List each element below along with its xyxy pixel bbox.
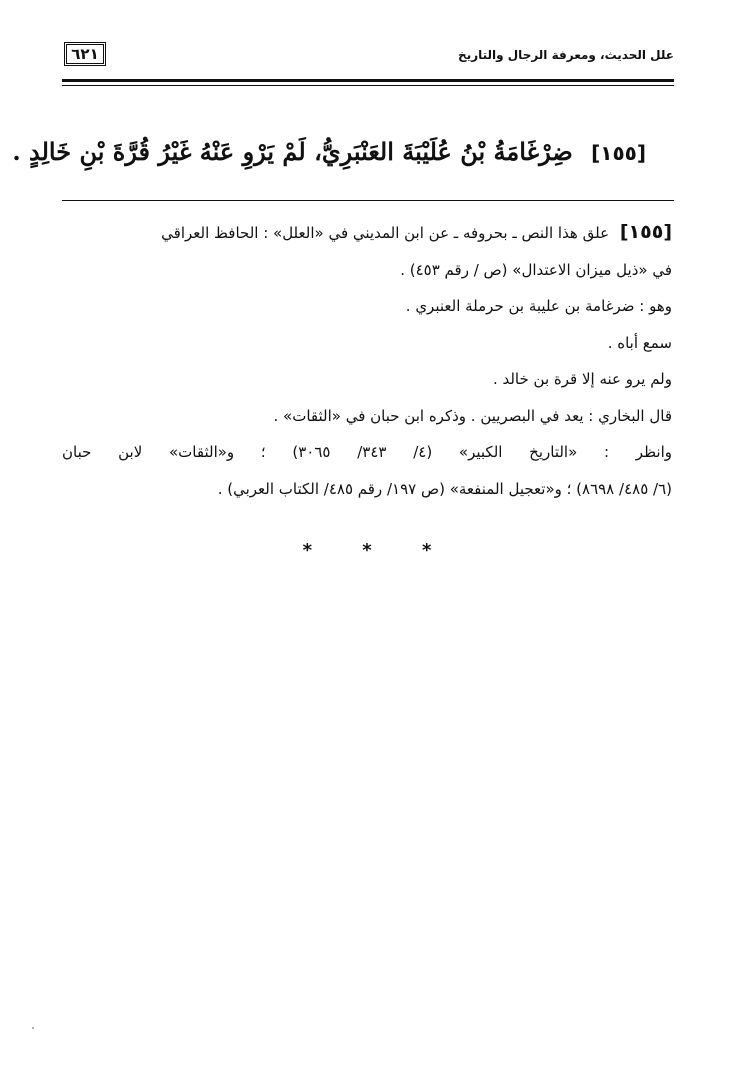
commentary xyxy=(62,214,672,507)
commentary-number: [١٥٥] xyxy=(619,221,672,243)
entry-divider xyxy=(62,200,674,201)
header-rule-thick xyxy=(62,79,674,82)
commentary-line-5: ولم يرو عنه إلا قرة بن خالد . xyxy=(492,370,672,388)
commentary-line-1 xyxy=(62,214,672,252)
commentary-line-3: وهو : ضرغامة بن عليبة بن حرملة العنبري . xyxy=(405,297,672,315)
main-entry xyxy=(12,130,646,175)
page-number: ٦٢١ xyxy=(64,42,106,66)
commentary-line-4: سمع أباه . xyxy=(607,333,672,352)
header-rule-thin xyxy=(62,85,674,86)
page-header xyxy=(62,40,674,76)
commentary-line-1-text: علق هذا النص ـ بحروفه ـ عن ابن المديني في «العلل» : الحافظ العراقي xyxy=(161,224,610,242)
section-end-mark: * * * xyxy=(302,540,454,561)
scan-artifact-dot xyxy=(32,1027,34,1029)
commentary-line-6: قال البخاري : يعد في البصريين . وذكره ابن حبان في «الثقات» . xyxy=(273,406,672,425)
commentary-line-7: وانظر : «التاريخ الكبير» (٤/ ٣٤٣/ ٣٠٦٥) ؛ و«الثقات» لابن حبان xyxy=(62,443,672,461)
running-title: علل الحديث، ومعرفة الرجال والتاريخ xyxy=(458,48,674,62)
commentary-line-8: (٦/ ٤٨٥/ ٨٦٩٨) ؛ و«تعجيل المنفعة» (ص ١٩٧/ رقم ٤٨٥/ الكتاب العربي) . xyxy=(217,479,672,498)
commentary-line-2: في «ذيل ميزان الاعتدال» (ص / رقم ٤٥٣) . xyxy=(400,260,672,279)
entry-text: ضِرْغَامَةُ بْنُ عُلَيْبَةَ العَنْبَرِيُّ، لَمْ يَرْوِ عَنْهُ غَيْرُ قُرَّةَ بْنِ خَالِدٍ . xyxy=(12,137,573,166)
entry-number: [١٥٥] xyxy=(591,141,646,165)
